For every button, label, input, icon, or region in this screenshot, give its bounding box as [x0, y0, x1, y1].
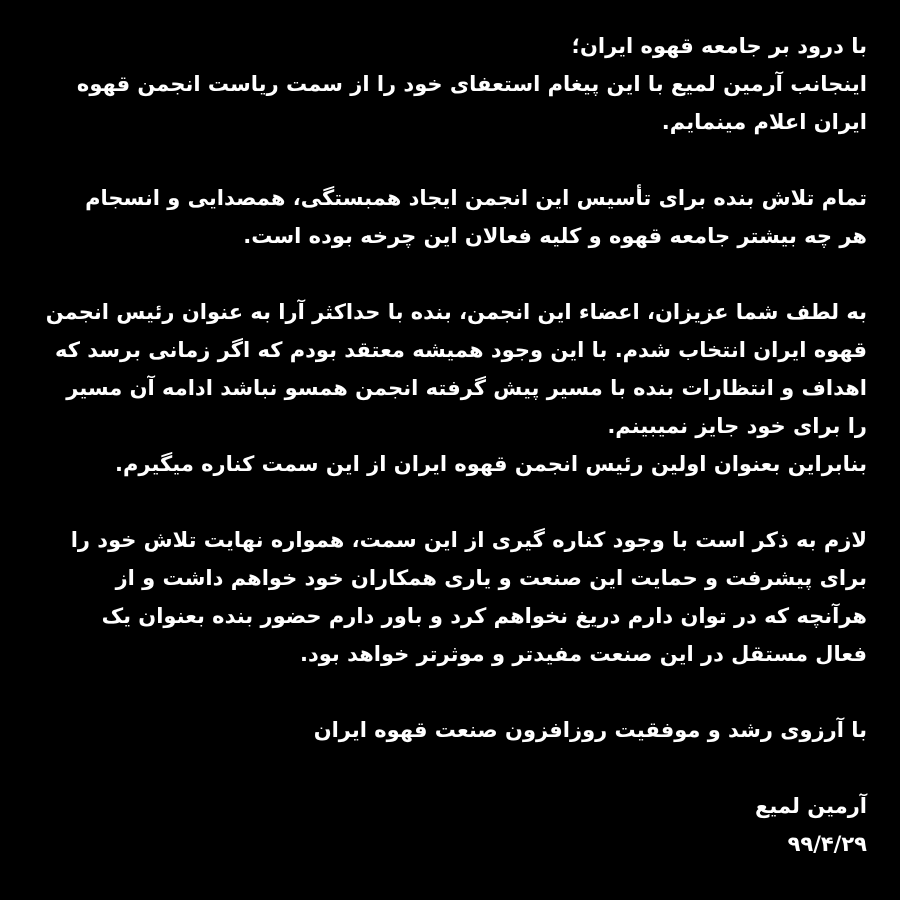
- paragraph-line: به لطف شما عزیزان، اعضاء این انجمن، بنده با حداکثر آرا به عنوان رئیس انجمن: [45, 300, 867, 324]
- paragraph-line: اینجانب آرمین لمیع با این پیغام استعفای خود را از سمت ریاست انجمن قهوه: [76, 72, 867, 96]
- paragraph-line: برای پیشرفت و حمایت این صنعت و یاری همکاران خود خواهم داشت و از: [115, 566, 867, 590]
- paragraph-line: هر چه بیشتر جامعه قهوه و کلیه فعالان این چرخه بوده است.: [243, 224, 867, 248]
- paragraph-effort: [30, 179, 867, 255]
- signature-date: ۹۹/۴/۲۹: [787, 832, 867, 856]
- paragraph-spacer: [30, 255, 867, 293]
- signature-name: آرمین لمیع: [755, 794, 867, 818]
- paragraph-spacer: [30, 749, 867, 787]
- paragraph-line: هرآنچه که در توان دارم دریغ نخواهم کرد و باور دارم حضور بنده بعنوان یک: [101, 604, 867, 628]
- paragraph-line: تمام تلاش بنده برای تأسیس این انجمن ایجاد همبستگی، همصدایی و انسجام: [85, 186, 867, 210]
- paragraph-line: را برای خود جایز نمیبینم.: [607, 414, 867, 438]
- closing-wish: با آرزوی رشد و موفقیت روزافزون صنعت قهوه ایران: [313, 718, 867, 742]
- paragraph-line: ایران اعلام مینمایم.: [661, 110, 867, 134]
- paragraph-line: اهداف و انتظارات بنده با مسیر پیش گرفته انجمن همسو نباشد ادامه آن مسیر: [66, 376, 867, 400]
- paragraph-line: بنابراین بعنوان اولین رئیس انجمن قهوه ایران از این سمت کناره میگیرم.: [115, 452, 867, 476]
- paragraph-spacer: [30, 673, 867, 711]
- paragraph-line: فعال مستقل در این صنعت مفیدتر و موثرتر خواهد بود.: [300, 642, 867, 666]
- paragraph-election: [30, 293, 867, 483]
- paragraph-line: لازم به ذکر است با وجود کناره گیری از این سمت، همواره نهایت تلاش خود را: [70, 528, 867, 552]
- greeting: با درود بر جامعه قهوه ایران؛: [571, 34, 867, 58]
- paragraph-resignation: [30, 65, 867, 141]
- paragraph-spacer: [30, 483, 867, 521]
- paragraph-spacer: [30, 141, 867, 179]
- paragraph-commitment: [30, 521, 867, 673]
- paragraph-line: قهوه ایران انتخاب شدم. با این وجود همیشه معتقد بودم که اگر زمانی برسد که: [54, 338, 867, 362]
